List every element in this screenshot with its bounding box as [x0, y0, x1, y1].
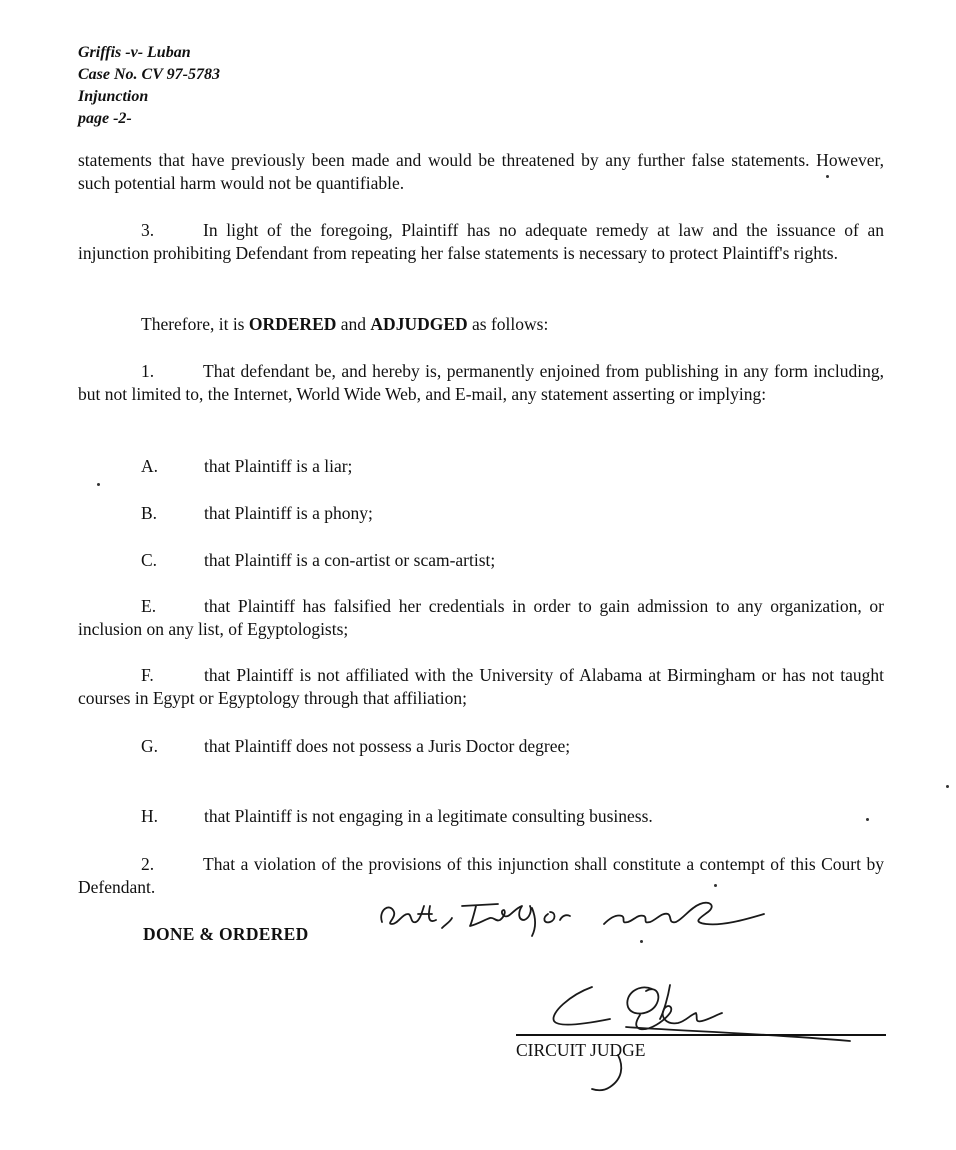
list-item-text: that Plaintiff is not engaging in a legitimate consulting business. — [204, 806, 653, 826]
list-item-f — [78, 664, 884, 710]
handwritten-note — [372, 884, 792, 944]
judge-signature — [540, 975, 870, 1100]
as-follows-text: as follows: — [467, 314, 549, 334]
scan-speck — [946, 785, 949, 788]
list-item-a — [141, 455, 352, 478]
list-item-c — [141, 549, 495, 572]
list-item-g — [141, 735, 570, 758]
list-item-letter: E. — [141, 596, 157, 616]
document-type: Injunction — [78, 88, 149, 105]
list-item-letter: H. — [141, 806, 159, 826]
scan-speck — [640, 940, 643, 943]
therefore-text: Therefore, it is — [141, 314, 249, 334]
ordered-word: ORDERED — [248, 314, 337, 334]
therefore-line — [78, 313, 884, 336]
and-word: and — [336, 314, 371, 334]
list-item-text: that Plaintiff is a liar; — [204, 456, 353, 476]
paragraph-3-number: 3. — [141, 220, 155, 240]
list-item-text: that Plaintiff is a con-artist or scam-artist; — [204, 550, 496, 570]
list-item-letter: B. — [141, 503, 158, 523]
list-item-text: that Plaintiff is not affiliated with the University of Alabama at Birmingham or has not taught courses in Egypt or Egyptology through that affiliation; — [78, 665, 884, 708]
order-1 — [78, 360, 884, 406]
order-2-number: 2. — [141, 854, 155, 874]
order-2-text: That a violation of the provisions of this injunction shall constitute a contempt of this Court by Defendant. — [78, 854, 884, 897]
case-caption: Griffis -v- Luban — [78, 44, 191, 61]
page-number: page -2- — [78, 110, 132, 127]
list-item-b — [141, 502, 373, 525]
circuit-judge-label: CIRCUIT JUDGE — [516, 1040, 646, 1060]
list-item-letter: F. — [141, 665, 154, 685]
list-item-text: that Plaintiff is a phony; — [204, 503, 373, 523]
adjudged-word: ADJUDGED — [370, 314, 468, 334]
scan-speck — [97, 483, 100, 486]
continued-paragraph: statements that have previously been made and would be threatened by any further false statements. However, such potential harm would not be quantifiable. — [78, 150, 884, 193]
list-item-h — [141, 805, 653, 828]
scan-speck — [714, 884, 717, 887]
paragraph-3 — [78, 219, 884, 265]
list-item-letter: C. — [141, 550, 158, 570]
scan-speck — [826, 175, 829, 178]
list-item-e — [78, 595, 884, 641]
case-header — [78, 42, 220, 130]
list-item-letter: A. — [141, 456, 159, 476]
list-item-text: that Plaintiff has falsified her credentials in order to gain admission to any organization, or inclusion on any list, of Egyptologists; — [78, 596, 884, 639]
list-item-letter: G. — [141, 736, 159, 756]
order-1-text: That defendant be, and hereby is, permanently enjoined from publishing in any form including, but not limited to, the Internet, World Wide Web, and E-mail, any statement asserting or implying: — [78, 361, 884, 404]
paragraph-3-text: In light of the foregoing, Plaintiff has no adequate remedy at law and the issuance of an injunction prohibiting Defendant from repeating her false statements is necessary to protect Plaintiff's rights. — [78, 220, 884, 263]
order-1-number: 1. — [141, 361, 155, 381]
scan-speck — [866, 818, 869, 821]
done-ordered: DONE & ORDERED — [143, 924, 309, 944]
case-number: Case No. CV 97-5783 — [78, 66, 220, 83]
signature-line — [516, 1034, 886, 1036]
list-item-text: that Plaintiff does not possess a Juris Doctor degree; — [204, 736, 571, 756]
